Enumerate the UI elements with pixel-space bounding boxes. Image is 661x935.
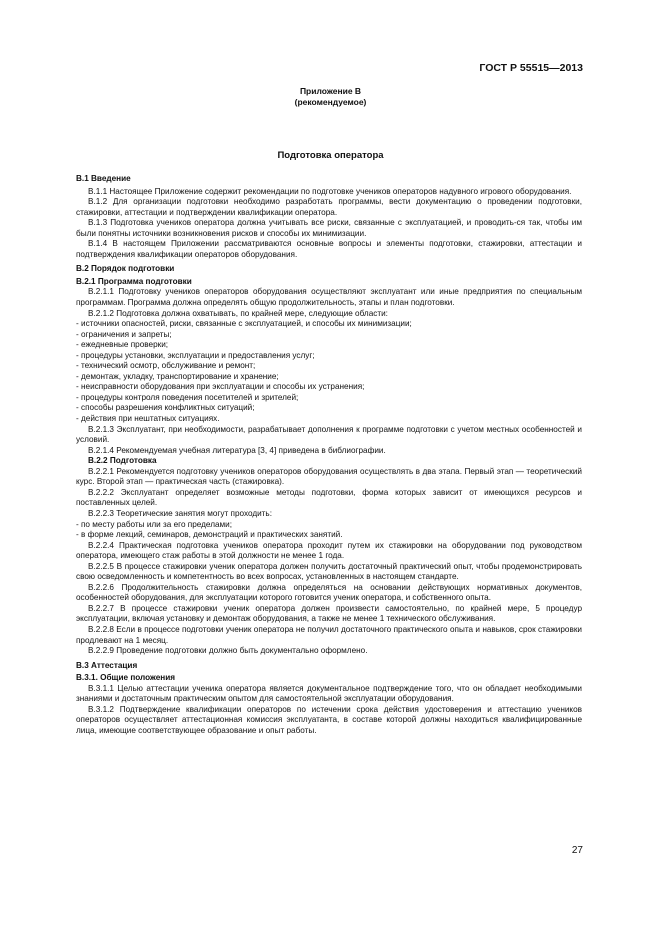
list-item: - источники опасностей, риски, связанные с эксплуатацией, и способы их минимизации; bbox=[76, 319, 412, 329]
paragraph: В.2.2.8 Если в процессе подготовки ученик оператора не получил достаточного практического опыта и навыков, срок стажировки продлевают на 1 месяц. bbox=[76, 624, 582, 645]
subsection-heading: В.2.1 Программа подготовки bbox=[76, 276, 192, 286]
paragraph: В.2.1.4 Рекомендуемая учебная литература [3, 4] приведена в библиографии. bbox=[88, 445, 386, 455]
list-item: - ежедневные проверки; bbox=[76, 340, 169, 350]
paragraph: В.2.2.7 В процессе стажировки ученик оператора должен произвести самостоятельно, по крайней мере, 5 процедур эксплуатации, включая установку и демонтаж оборудования, а также не менее 1 технического обслуживания. bbox=[76, 603, 582, 624]
annex-heading bbox=[0, 86, 661, 108]
subsection-heading: В.3.1. Общие положения bbox=[76, 673, 176, 683]
paragraph: В.2.1.1 Подготовку учеников операторов оборудования осуществляют эксплуатант или иные предприятия по специальным программам. Программа должна определять общую продолжительность, этапы и план подготовки. bbox=[76, 287, 582, 308]
paragraph: В.1.4 В настоящем Приложении рассматриваются основные вопросы и элементы подготовки, стажировки, аттестации и подтверждения квалификации операторов оборудования. bbox=[76, 239, 582, 259]
paragraph: В.1.2 Для организации подготовки необходимо разработать программы, вести документацию о проведении подготовки, стажировки, аттестации и подтверждении квалификации оператора. bbox=[76, 197, 582, 217]
paragraph: В.2.2.2 Эксплуатант определяет возможные методы подготовки, форма которых зависит от имеющихся ресурсов и поставленных целей. bbox=[76, 487, 582, 508]
paragraph: В.2.2.1 Рекомендуется подготовку учеников операторов оборудования осуществлять в два этапа. Первый этап — теоретический курс. Второй этап — практическая часть (стажировка). bbox=[76, 466, 582, 487]
page-number: 27 bbox=[571, 845, 583, 856]
page-title: Подготовка оператора bbox=[277, 150, 384, 161]
list-item: - процедуры контроля поведения посетителей и зрителей; bbox=[76, 392, 299, 402]
paragraph: В.2.2.9 Проведение подготовки должно быть документально оформлено. bbox=[88, 646, 368, 656]
list-item: - процедуры установки, эксплуатации и предоставления услуг; bbox=[76, 350, 315, 360]
list-item: - технический осмотр, обслуживание и ремонт; bbox=[76, 361, 256, 371]
section-heading: В.3 Аттестация bbox=[76, 660, 138, 670]
paragraph: В.2.2.3 Теоретические занятия могут проходить: bbox=[88, 508, 272, 518]
list-item: - по месту работы или за его пределами; bbox=[76, 519, 233, 529]
paragraph: В.3.1.1 Целью аттестации ученика оператора является документальное подтверждение того, что он обладает необходимыми знаниями и достаточным практическим опытом для самостоятельной эксплуатации оборудования. bbox=[76, 683, 582, 704]
bullet-list bbox=[76, 319, 582, 424]
paragraph: В.2.2.6 Продолжительность стажировки должна определяться на основании действующих нормативных документов, особенностей оборудования, для эксплуатации которого готовится ученик оператора, и собственного опыта. bbox=[76, 582, 582, 603]
paragraph: В.2.1.2 Подготовка должна охватывать, по крайней мере, следующие области: bbox=[88, 308, 388, 318]
list-item: - способы разрешения конфликтных ситуаций; bbox=[76, 403, 255, 413]
paragraph: В.3.1.2 Подтверждение квалификации операторов по истечении срока действия удостоверения и аттестацию учеников операторов осуществляет аттестационная комиссия эксплуатанта, в составе которой должны находиться квалифицированные лица, имеющие соответствующее образование и опыт работы. bbox=[76, 704, 582, 735]
annex-title: Приложение В bbox=[299, 86, 362, 96]
subsection-heading: В.2.2 Подготовка bbox=[88, 456, 157, 466]
paragraph: В.1.3 Подготовка учеников оператора должна учитывать все риски, связанные с эксплуатацией, и проводить-ся так, чтобы им были понятны источники возникновения рисков и способы их минимизации. bbox=[76, 218, 582, 238]
list-item: - действия при нештатных ситуациях. bbox=[76, 414, 220, 424]
section-heading: В.2 Порядок подготовки bbox=[76, 264, 175, 274]
list-item: - демонтаж, укладку, транспортирование и хранение; bbox=[76, 371, 279, 381]
paragraph: В.2.1.3 Эксплуатант, при необходимости, разрабатывает дополнения к программе подготовки с учетом местных особенностей и условий. bbox=[76, 424, 582, 445]
list-item: - неисправности оборудования при эксплуатации и способы их устранения; bbox=[76, 382, 365, 392]
paragraph: В.2.2.5 В процессе стажировки ученик оператора должен получить достаточный практический опыт, чтобы продемонстрировать свою осведомленность и компетентность во всех вопросах, установленных в настоящем стандарте. bbox=[76, 561, 582, 582]
list-item: - ограничения и запреты; bbox=[76, 329, 172, 339]
paragraph: В.2.2.4 Практическая подготовка учеников оператора проходит путем их стажировки на оборудовании под руководством оператора, имеющего стаж работы в этой должности не менее 1 года. bbox=[76, 540, 582, 561]
document-standard-number: ГОСТ Р 55515—2013 bbox=[479, 62, 583, 74]
section-heading: В.1 Введение bbox=[76, 174, 131, 183]
document-body bbox=[76, 174, 582, 736]
bullet-list bbox=[76, 520, 582, 541]
paragraph: В.1.1 Настоящее Приложение содержит рекомендации по подготовке учеников операторов надувного игрового оборудования. bbox=[88, 186, 572, 196]
annex-status: (рекомендуемое) bbox=[294, 97, 367, 107]
list-item: - в форме лекций, семинаров, демонстраций и практических занятий. bbox=[76, 530, 343, 540]
